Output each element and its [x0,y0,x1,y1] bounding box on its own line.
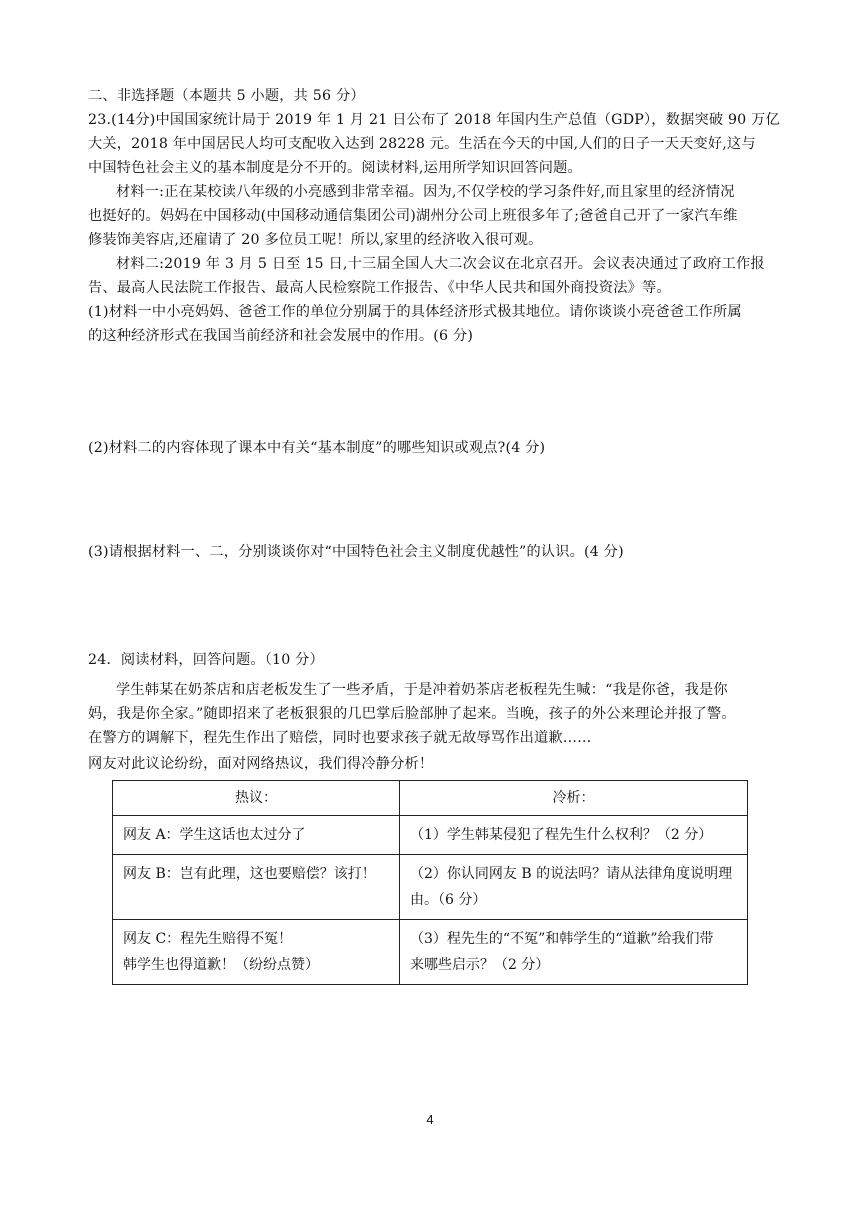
sub-question-3: (3)请根据材料一、二，分别谈谈你对“中国特色社会主义制度优越性”的认识。(4 分) [88,544,624,560]
cell-text: 网友 A：学生这话也太过分了 [123,827,306,843]
cell-text: 网友 C：程先生赔得不冤！ [123,931,293,947]
q24-passage-line: 学生韩某在奶茶店和店老板发生了一些矛盾，于是冲着奶茶店老板程先生喊：“我是你爸，我是你 [116,682,728,698]
section-heading: 二、非选择题（本题共 5 小题，共 56 分） [88,88,365,104]
table-header: 冷析： [400,781,748,816]
cell-text: （3）程先生的“不冤”和韩学生的“道歉”给我们带 [410,931,714,947]
q24-stem: 24．阅读材料，回答问题。（10 分） [88,652,324,668]
cell-text: （2）你认同网友 B 的说法吗？请从法律角度说明理 [410,866,733,882]
table-cell [400,855,748,920]
table-cell [113,816,400,855]
table-row [113,816,748,855]
cell-text: （1）学生韩某侵犯了程先生什么权利？（2 分） [410,827,713,843]
cell-text: 由。（6 分） [410,892,487,908]
cell-text: 来哪些启示？（2 分） [410,957,550,973]
table-row [113,920,748,985]
table-cell [113,920,400,985]
sub-question-1: 的这种经济形式在我国当前经济和社会发展中的作用。(6 分) [88,328,474,344]
table-header-row [113,781,748,816]
table-cell [400,816,748,855]
material2-line: 告、最高人民法院工作报告、最高人民检察院工作报告、《中华人民共和国外商投资法》等。 [88,280,671,296]
table-header: 热议： [113,781,400,816]
q24-passage-line: 在警方的调解下，程先生作出了赔偿，同时也要求孩子就无故辱骂作出道歉…… [88,730,592,746]
q23-stem-line: 中国特色社会主义的基本制度是分不开的。阅读材料,运用所学知识回答问题。 [88,160,582,176]
q24-passage-line: 妈，我是你全家。”随即招来了老板狠狠的几巴掌后脸部肿了起来。当晚，孩子的外公来理论并报了警。 [88,706,736,722]
material1-line: 修装饰美容店,还雇请了 20 多位员工呢！所以,家里的经济收入很可观。 [88,232,543,248]
material1-line: 也挺好的。妈妈在中国移动(中国移动通信集团公司)湖州分公司上班很多年了;爸爸自己开了一家汽车维 [88,208,738,224]
cell-text: 网友 B：岂有此理，这也要赔偿？该打！ [123,866,376,882]
cell-text: 韩学生也得道歉！（纷纷点赞） [123,957,319,973]
material2-line: 材料二:2019 年 3 月 5 日至 15 日,十三届全国人大二次会议在北京召开。会议表决通过了政府工作报 [116,256,765,272]
page-number: 4 [426,1112,434,1127]
q23-stem-line: 23.(14分)中国国家统计局于 2019 年 1 月 21 日公布了 2018 年国内生产总值（GDP），数据突破 90 万亿 [88,112,780,128]
material1-line: 材料一:正在某校读八年级的小亮感到非常幸福。因为,不仅学校的学习条件好,而且家里的经济情况 [116,184,735,200]
sub-question-2: (2)材料二的内容体现了课本中有关“基本制度”的哪些知识或观点?(4 分) [88,440,546,456]
q24-passage-line: 网友对此议论纷纷，面对网络热议，我们得冷静分析！ [88,756,434,772]
q23-stem-line: 大关，2018 年中国居民人均可支配收入达到 28228 元。生活在今天的中国,人们的日子一天天变好,这与 [88,136,756,152]
table-cell [400,920,748,985]
discussion-table [112,780,748,985]
sub-question-1: (1)材料一中小亮妈妈、爸爸工作的单位分别属于的具体经济形式极其地位。请你谈谈小亮爸爸工作所属 [88,304,742,320]
table-row [113,855,748,920]
table-cell [113,855,400,920]
